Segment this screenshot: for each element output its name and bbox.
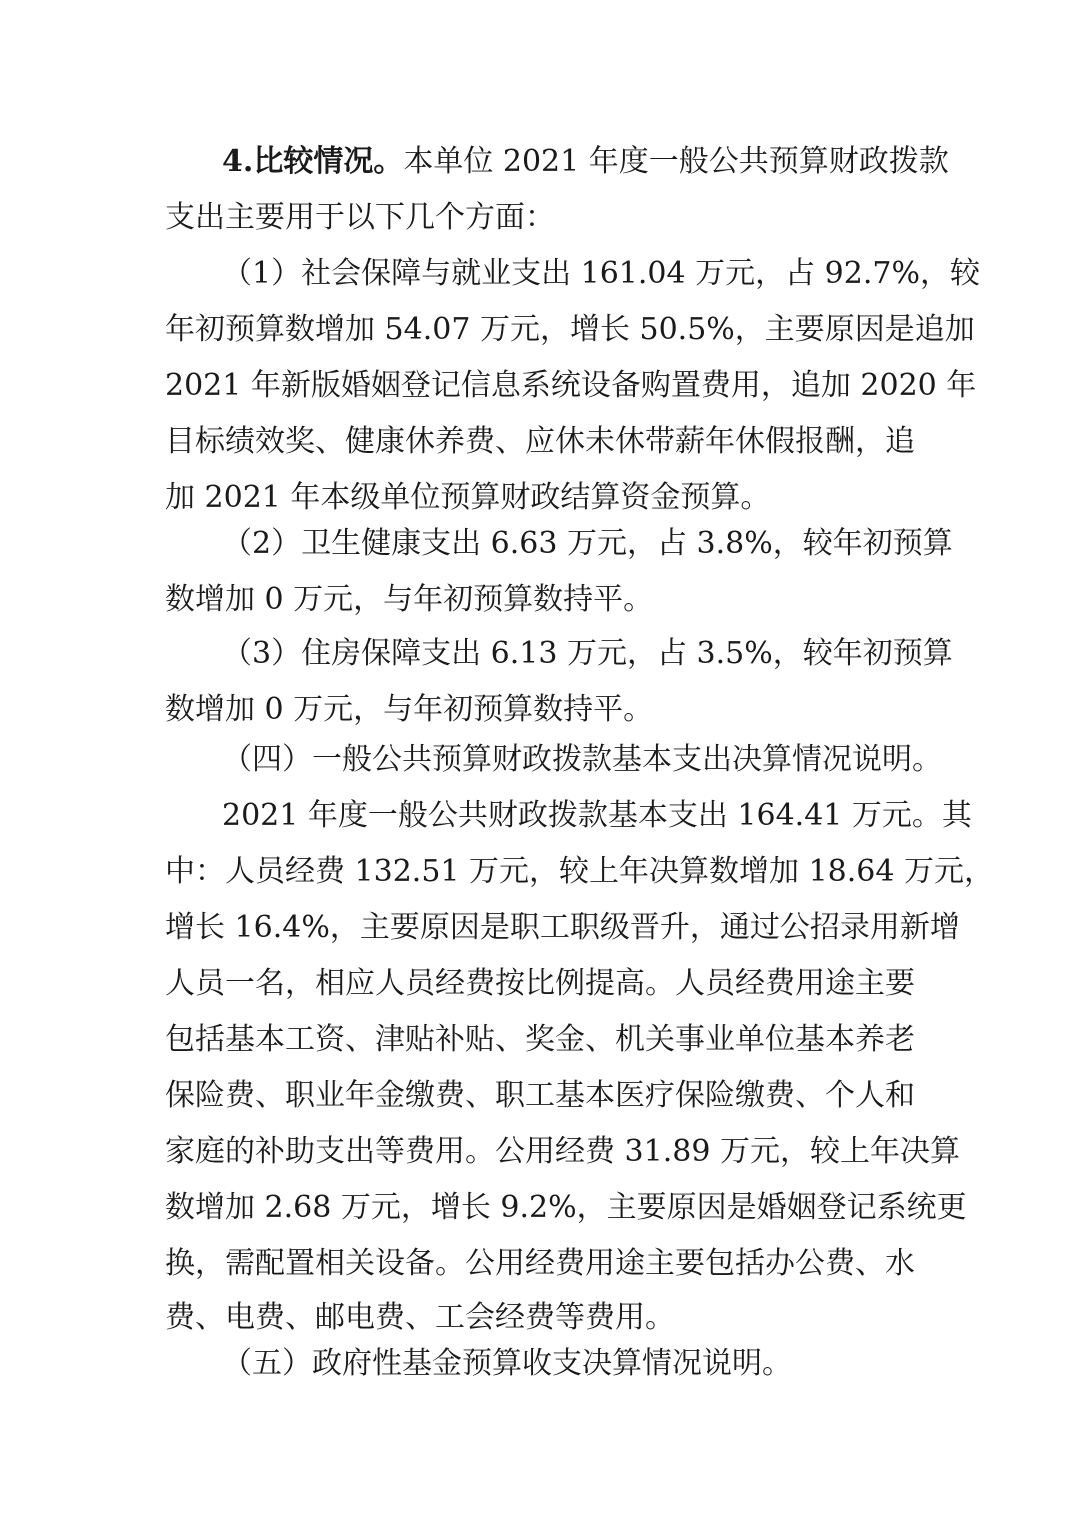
paragraph-6-line-4: 人员一名，相应人员经费按比例提高。人员经费用途主要	[165, 966, 915, 1001]
section-heading-4: （四）一般公共预算财政拨款基本支出决算情况说明。	[222, 742, 942, 777]
paragraph-3-line-1: （2）卫生健康支出 6.63 万元，占 3.8%，较年初预算	[222, 526, 953, 561]
paragraph-6-line-1: 2021 年度一般公共财政拨款基本支出 164.41 万元。其	[222, 798, 972, 833]
paragraph-6-line-6: 保险费、职业年金缴费、职工基本医疗保险缴费、个人和	[165, 1078, 915, 1113]
paragraph-1-text: 本单位 2021 年度一般公共预算财政拨款	[403, 144, 949, 179]
paragraph-3-line-2: 数增加 0 万元，与年初预算数持平。	[165, 582, 654, 617]
paragraph-6-line-9: 换，需配置相关设备。公用经费用途主要包括办公费、水	[165, 1246, 915, 1281]
paragraph-1-line-1	[222, 142, 949, 182]
section-heading-5: （五）政府性基金预算收支决算情况说明。	[222, 1346, 792, 1381]
paragraph-6-line-3: 增长 16.4%，主要原因是职工职级晋升，通过公招录用新增	[165, 910, 960, 945]
paragraph-2-line-4: 目标绩效奖、健康休养费、应休未休带薪年休假报酬，追	[165, 424, 915, 459]
paragraph-2-line-2: 年初预算数增加 54.07 万元，增长 50.5%，主要原因是追加	[165, 312, 975, 347]
paragraph-6-line-7: 家庭的补助支出等费用。公用经费 31.89 万元，较上年决算	[165, 1134, 960, 1169]
paragraph-6-line-8: 数增加 2.68 万元，增长 9.2%，主要原因是婚姻登记系统更	[165, 1190, 967, 1225]
paragraph-1-line-2: 支出主要用于以下几个方面：	[165, 200, 555, 235]
paragraph-6-line-10: 费、电费、邮电费、工会经费等费用。	[165, 1300, 675, 1335]
paragraph-4-line-2: 数增加 0 万元，与年初预算数持平。	[165, 692, 654, 727]
paragraph-6-line-2: 中：人员经费 132.51 万元，较上年决算数增加 18.64 万元，	[165, 854, 994, 889]
paragraph-6-line-5: 包括基本工资、津贴补贴、奖金、机关事业单位基本养老	[165, 1022, 915, 1057]
paragraph-2-line-1: （1）社会保障与就业支出 161.04 万元，占 92.7%，较	[222, 256, 980, 291]
paragraph-4-line-1: （3）住房保障支出 6.13 万元，占 3.5%，较年初预算	[222, 636, 953, 671]
paragraph-2-line-5: 加 2021 年本级单位预算财政结算资金预算。	[165, 480, 771, 515]
paragraph-2-line-3: 2021 年新版婚姻登记信息系统设备购置费用，追加 2020 年	[165, 368, 977, 403]
section-lead: 4.比较情况。	[222, 144, 404, 179]
